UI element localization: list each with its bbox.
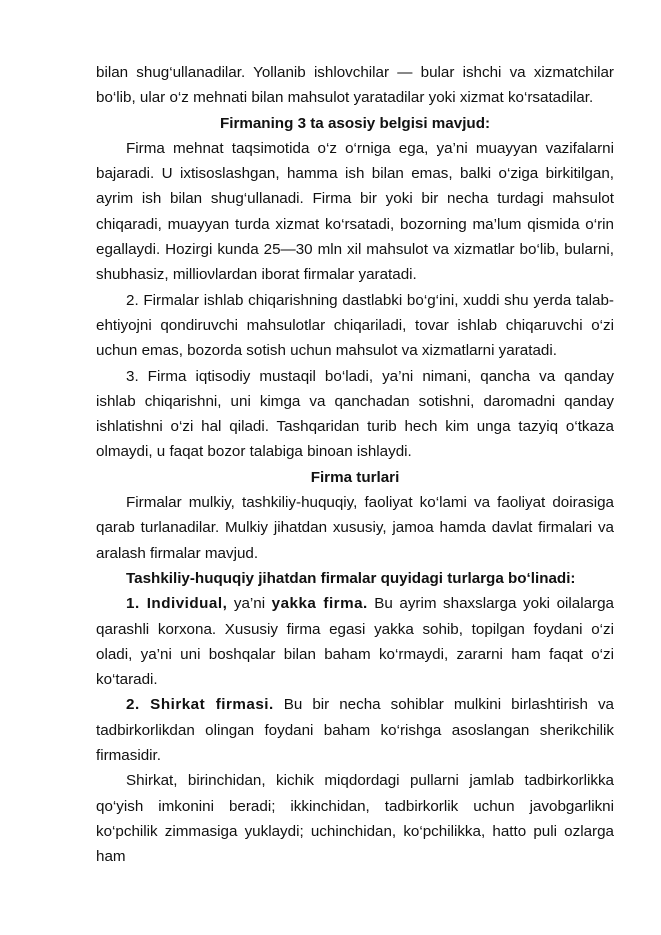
paragraph-feature-2: 2. Firmalar ishlab chiqarishning dastlabki bo‘g‘ini, xuddi shu yerda talab-ehtiyojni qondiruvchi mahsulotlar chiqariladi, tovar ishlab chiqaruvchi o‘zi uchun emas, bozorda sotish uchun mahsulot va xizmatlarni yaratadi. (96, 291, 614, 360)
term-partnership: 2. Shirkat firmasi. (126, 696, 274, 714)
text-partnership-desc: Bu bir necha sohiblar mulkini birlashtirish va tadbirkorlikdan olingan foydani baham ko‘rishga asoslangan sherikchilik firmasidir. (96, 696, 614, 765)
document-page (96, 60, 614, 870)
paragraph-feature-1: Firma mehnat taqsimotida o‘z o‘rniga ega, ya’ni muayyan vazifalarni bajaradi. U ixtisoslashgan, hamma ish bilan emas, balki o‘ziga birkitilgan, ayrim ish bilan shug‘ullanadi. Firma bir yoki bir necha turdagi mahsulot chiqaradi, muayyan turda xizmat ko‘rsatadi, bozorning ma’lum qismida o‘rin egallaydi. Hozirgi kunda 25—30 mln xil mahsulot va xizmatlar bo‘lib, bularni, shubhasiz, milliονlardan iborat firmalar yaratadi. (96, 139, 614, 284)
paragraph-intro: bilan shug‘ullanadilar. Yollanib ishlovchilar — bular ishchi va xizmatchilar bo‘lib, ular o‘z mehnati bilan mahsulot yaratadilar yoki xizmat ko‘rsatadilar. (96, 64, 614, 107)
heading-legal-types: Tashkiliy-huquqiy jihatdan firmalar quyidagi turlarga bo‘linadi: (126, 569, 576, 587)
heading-firm-types: Firma turlari (310, 468, 400, 486)
paragraph-partnership-benefits: Shirkat, birinchidan, kichik miqdordagi pullarni jamlab tadbirkorlikka qo‘yish imkonini beradi; ikkinchidan, tadbirkorlik uchun javobgarlikni ko‘pchilik zimmasiga yuklaydi; uchinchidan, ko‘pchilikka, hatto puli ozlarga ham (96, 772, 614, 866)
term-individual: 1. Individual, (126, 595, 228, 613)
text-yani: ya’ni (227, 595, 272, 613)
paragraph-feature-3: 3. Firma iqtisodiy mustaqil bo‘ladi, ya’ni nimani, qancha va qanday ishlab chiqarishni, uni kimga va qanchadan sotishni, daromadni qanday ishlatishni o‘zi hal qiladi. Tashqaridan turib hech kim unga tazyiq o‘tkaza olmaydi, u faqat bozor talabiga binoan ishlaydi. (96, 367, 614, 461)
paragraph-firm-types: Firmalar mulkiy, tashkiliy-huquqiy, faoliyat ko‘lami va faoliyat doirasiga qarab turlanadilar. Mulkiy jihatdan xususiy, jamoa hamda davlat firmalari va aralash firmalar mavjud. (96, 494, 614, 562)
heading-three-features: Firmaning 3 ta asosiy belgisi mavjud: (219, 114, 491, 132)
paragraph-partnership-firm (96, 692, 614, 768)
term-sole-firm: yakka firma. (271, 595, 368, 613)
paragraph-individual-firm (96, 591, 614, 692)
text-individual-desc: Bu ayrim shaxslarga yoki oilalarga qarashli korxona. Xususiy firma egasi yakka sohib, topilgan foydani o‘zi oladi, ya’ni uni boshqalar bilan baham ko‘rmaydi, zararni ham faqat o‘zi ko‘taradi. (96, 595, 614, 689)
